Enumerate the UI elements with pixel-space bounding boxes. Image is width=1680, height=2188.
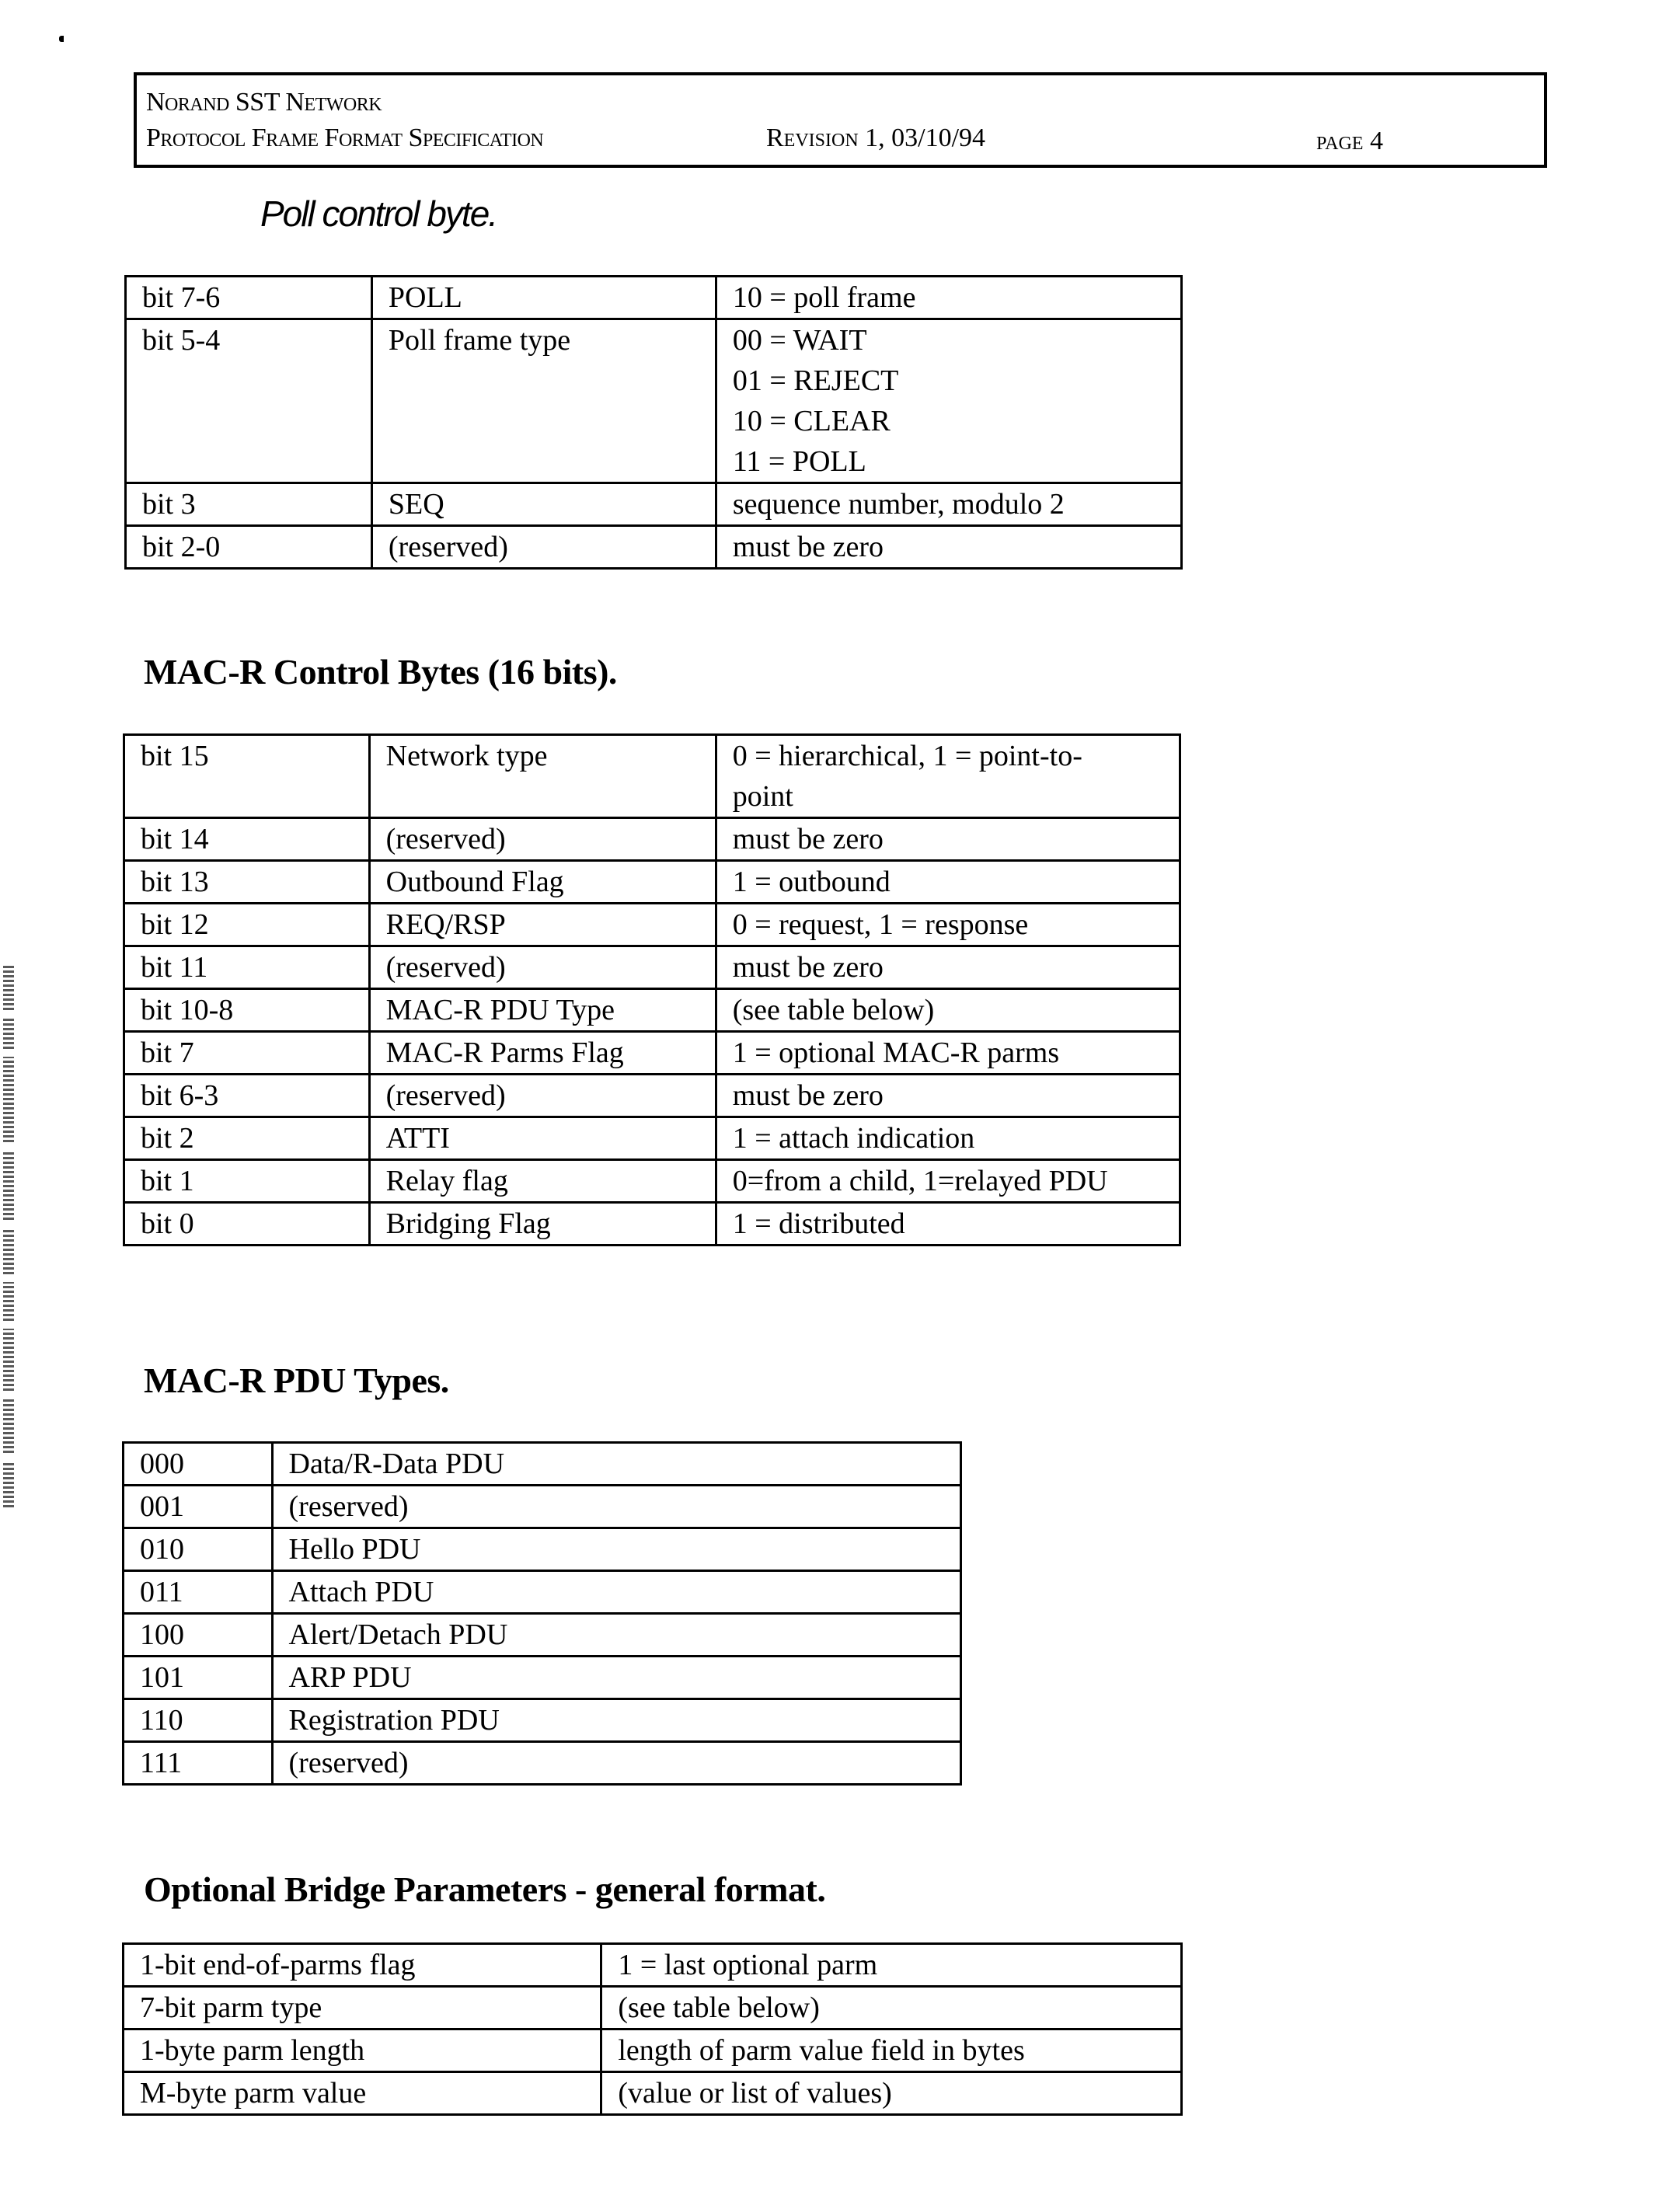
- bits-cell: bit 1: [124, 1160, 370, 1203]
- table-row: [124, 1699, 961, 1742]
- table-row: [126, 277, 1182, 319]
- value-cell: 10 = poll frame: [716, 277, 1181, 319]
- value-cell: 1 = optional MAC-R parms: [716, 1032, 1180, 1075]
- field-cell: POLL: [371, 277, 716, 319]
- code-cell: 111: [124, 1742, 273, 1785]
- field-cell: REQ/RSP: [369, 904, 716, 946]
- table-row: [124, 1443, 961, 1486]
- bits-cell: bit 13: [124, 861, 370, 904]
- table-row: [124, 1160, 1180, 1203]
- field-cell: (reserved): [371, 526, 716, 569]
- bits-cell: bit 14: [124, 818, 370, 861]
- code-cell: 010: [124, 1528, 273, 1571]
- value-line: 10 = CLEAR: [732, 405, 891, 437]
- bits-cell: bit 11: [124, 946, 370, 989]
- bits-cell: bit 6-3: [124, 1075, 370, 1117]
- table-row: [124, 946, 1180, 989]
- value-cell: must be zero: [716, 818, 1180, 861]
- table-row: [124, 861, 1180, 904]
- table-row: [124, 1032, 1180, 1075]
- table-row: [124, 1614, 961, 1657]
- pdu-name-cell: Alert/Detach PDU: [272, 1614, 960, 1657]
- field-cell: Poll frame type: [371, 319, 716, 483]
- pdu-types-table: [122, 1441, 962, 1786]
- margin-stamp-artifact: [3, 963, 17, 1616]
- code-cell: 011: [124, 1571, 273, 1614]
- bits-cell: bit 15: [124, 735, 370, 818]
- macr-control-heading: MAC-R Control Bytes (16 bits).: [144, 652, 617, 692]
- table-row: [124, 735, 1180, 818]
- bits-cell: bit 3: [126, 483, 372, 526]
- pdu-name-cell: Data/R-Data PDU: [272, 1443, 960, 1486]
- table-row: [124, 1742, 961, 1785]
- description-cell: length of parm value field in bytes: [601, 2029, 1182, 2072]
- description-cell: (value or list of values): [601, 2072, 1182, 2115]
- bits-cell: bit 2-0: [126, 526, 372, 569]
- value-cell: must be zero: [716, 1075, 1180, 1117]
- pdu-name-cell: (reserved): [272, 1486, 960, 1528]
- value-cell: 0=from a child, 1=relayed PDU: [716, 1160, 1180, 1203]
- code-cell: 100: [124, 1614, 273, 1657]
- field-cell: 7-bit parm type: [124, 1987, 601, 2029]
- value-cell: [716, 735, 1180, 818]
- field-cell: Relay flag: [369, 1160, 716, 1203]
- table-row: [124, 1944, 1182, 1987]
- table-row: [124, 1117, 1180, 1160]
- field-cell: (reserved): [369, 1075, 716, 1117]
- table-row: [124, 1528, 961, 1571]
- code-cell: 101: [124, 1657, 273, 1699]
- pdu-name-cell: (reserved): [272, 1742, 960, 1785]
- field-cell: M-byte parm value: [124, 2072, 601, 2115]
- table-row: [124, 1203, 1180, 1246]
- description-cell: 1 = last optional parm: [601, 1944, 1182, 1987]
- value-line: point: [732, 780, 793, 813]
- code-cell: 000: [124, 1443, 273, 1486]
- field-cell: 1-bit end-of-parms flag: [124, 1944, 601, 1987]
- table-row: [124, 1075, 1180, 1117]
- bits-cell: bit 2: [124, 1117, 370, 1160]
- scan-artifact-mark: [59, 36, 64, 42]
- bridge-params-table: [122, 1942, 1183, 2116]
- table-row: [124, 1657, 961, 1699]
- field-cell: MAC-R PDU Type: [369, 989, 716, 1032]
- document-title: Protocol Frame Format Specification: [146, 124, 544, 152]
- value-line: 00 = WAIT: [732, 324, 867, 357]
- page-header: [134, 72, 1547, 168]
- table-row: [124, 2029, 1182, 2072]
- value-cell: [716, 319, 1181, 483]
- revision-label: Revision 1, 03/10/94: [766, 124, 986, 152]
- poll-control-table: [124, 275, 1183, 570]
- bits-cell: bit 0: [124, 1203, 370, 1246]
- poll-control-title: Poll control byte.: [260, 193, 497, 234]
- value-cell: 0 = request, 1 = response: [716, 904, 1180, 946]
- value-cell: must be zero: [716, 526, 1181, 569]
- field-cell: (reserved): [369, 946, 716, 989]
- bits-cell: bit 7: [124, 1032, 370, 1075]
- bits-cell: bit 5-4: [126, 319, 372, 483]
- table-row: [124, 818, 1180, 861]
- value-cell: 1 = attach indication: [716, 1117, 1180, 1160]
- table-row: [126, 319, 1182, 483]
- value-line: 01 = REJECT: [732, 364, 899, 397]
- table-row: [126, 483, 1182, 526]
- value-line: 11 = POLL: [732, 445, 866, 478]
- value-cell: must be zero: [716, 946, 1180, 989]
- description-cell: (see table below): [601, 1987, 1182, 2029]
- bits-cell: bit 12: [124, 904, 370, 946]
- field-cell: 1-byte parm length: [124, 2029, 601, 2072]
- bits-cell: bit 10-8: [124, 989, 370, 1032]
- value-cell: 1 = distributed: [716, 1203, 1180, 1246]
- value-cell: sequence number, modulo 2: [716, 483, 1181, 526]
- pdu-name-cell: Attach PDU: [272, 1571, 960, 1614]
- value-cell: 1 = outbound: [716, 861, 1180, 904]
- code-cell: 110: [124, 1699, 273, 1742]
- field-cell: ATTI: [369, 1117, 716, 1160]
- field-cell: (reserved): [369, 818, 716, 861]
- value-line: 0 = hierarchical, 1 = point-to-: [732, 740, 1082, 772]
- pdu-name-cell: Hello PDU: [272, 1528, 960, 1571]
- pdu-name-cell: Registration PDU: [272, 1699, 960, 1742]
- table-row: [126, 526, 1182, 569]
- table-row: [124, 1571, 961, 1614]
- company-line: Norand SST Network: [146, 88, 382, 117]
- bridge-params-heading: Optional Bridge Parameters - general format.: [144, 1869, 826, 1909]
- table-row: [124, 1987, 1182, 2029]
- field-cell: Network type: [369, 735, 716, 818]
- field-cell: MAC-R Parms Flag: [369, 1032, 716, 1075]
- table-row: [124, 1486, 961, 1528]
- pdu-types-heading: MAC-R PDU Types.: [144, 1361, 449, 1400]
- table-row: [124, 989, 1180, 1032]
- field-cell: SEQ: [371, 483, 716, 526]
- table-row: [124, 2072, 1182, 2115]
- page-number: page 4: [1316, 127, 1383, 155]
- field-cell: Outbound Flag: [369, 861, 716, 904]
- pdu-name-cell: ARP PDU: [272, 1657, 960, 1699]
- macr-control-table: [123, 733, 1181, 1246]
- field-cell: Bridging Flag: [369, 1203, 716, 1246]
- bits-cell: bit 7-6: [126, 277, 372, 319]
- value-cell: (see table below): [716, 989, 1180, 1032]
- code-cell: 001: [124, 1486, 273, 1528]
- table-row: [124, 904, 1180, 946]
